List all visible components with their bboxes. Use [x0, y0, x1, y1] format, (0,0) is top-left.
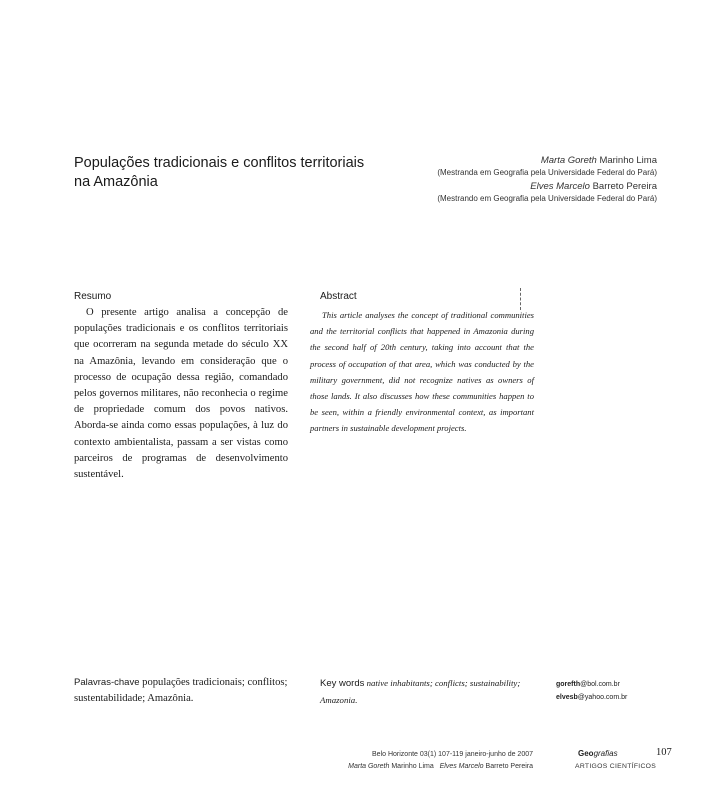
author-given-name: Elves Marcelo: [530, 181, 590, 192]
footer-authors: Marta Goreth Marinho Lima Elves Marcelo Barreto Pereira: [348, 763, 533, 770]
abstract-heading: Abstract: [320, 291, 357, 302]
journal-name: Geografias: [578, 749, 618, 758]
email-address[interactable]: elvesb@yahoo.com.br: [556, 694, 628, 701]
page-number: 107: [656, 747, 672, 758]
email-list: [556, 678, 627, 704]
author-block: [337, 155, 657, 207]
article-title: Populações tradicionais e conflitos territoriais na Amazônia: [74, 155, 365, 190]
author-affiliation: (Mestrando em Geografia pela Universidade Federal do Pará): [437, 194, 657, 203]
keywords-label: Key words: [320, 678, 365, 689]
author-name: [337, 181, 657, 193]
section-label: ARTIGOS CIENTÍFICOS: [575, 763, 657, 770]
resumo-text: O presente artigo analisa a concepção de populações tradicionais e os conflitos territoriais que ocorreram na segunda metade do século XX na Amazônia, levando em consideração que o processo de ocupação dessa região, comandado pelos governos militares, não reconhecia o regime de propriedade comum dos povos nativos. Aborda-se ainda como essas populações, à luz do contexto ambientalista, passam a ser vistas como parceiros de programas de desenvolvimento sustentável.: [74, 307, 288, 481]
keywords-english: [320, 675, 535, 708]
citation-line: Belo Horizonte 03(1) 107-119 janeiro-junho de 2007: [372, 751, 533, 758]
keywords-portuguese: [74, 675, 296, 707]
author-name: [337, 155, 657, 167]
resumo-heading: Resumo: [74, 291, 112, 302]
author-surname: Barreto Pereira: [592, 181, 657, 192]
abstract-text: This article analyses the concept of traditional communities and the territorial conflicts that happened in Amazonia during the second half of 20th century, taking into account that the process of occupation of that area, which was conducted by the military government, did not recognize natives as owners of those lands. It also discusses how these communities happen to be seen, within a friendly environmental context, as important partners in sustainable development projects.: [310, 310, 534, 434]
footer-citation: [348, 749, 533, 773]
author-affiliation: (Mestranda em Geografia pela Universidade Federal do Pará): [437, 168, 657, 177]
keywords-text: native inhabitants; conflicts; sustainability; Amazonia.: [320, 678, 521, 705]
keywords-label: Palavras-chave: [74, 677, 140, 688]
email-address[interactable]: gorefth@bol.com.br: [556, 681, 620, 688]
author-given-name: Marta Goreth: [540, 155, 597, 166]
author-surname: Marinho Lima: [599, 155, 657, 166]
keywords-text: populações tradicionais; conflitos; sustentabilidade; Amazônia.: [74, 677, 288, 704]
